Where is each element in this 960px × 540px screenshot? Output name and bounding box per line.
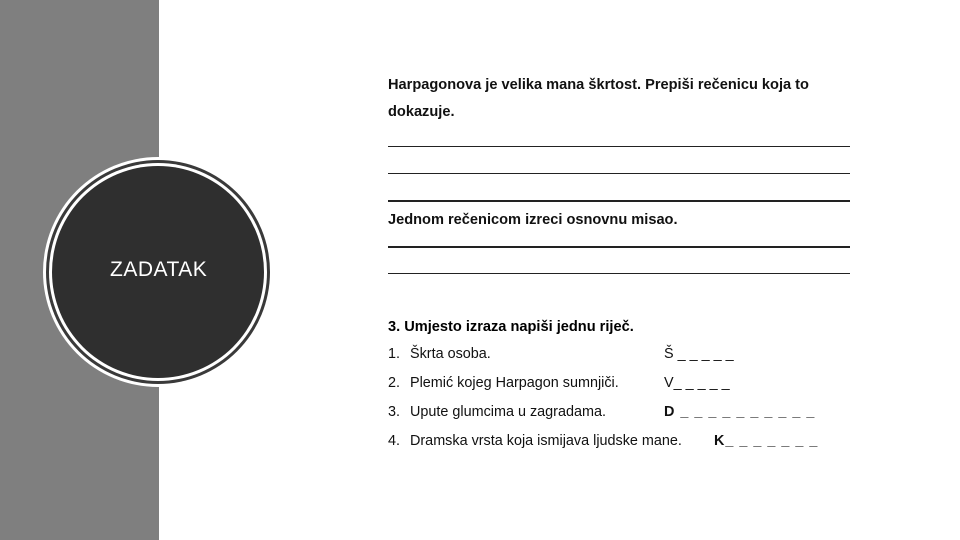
task-text: Škrta osoba. [410, 346, 491, 362]
task-answer-hint: K_ _ _ _ _ _ _ [714, 433, 819, 449]
task-list [388, 342, 828, 458]
task-answer-hint: Š _ _ _ _ _ [664, 346, 734, 362]
task-row [388, 400, 828, 429]
question-3-block [388, 314, 850, 341]
task-answer-hint: V_ _ _ _ _ [664, 375, 730, 391]
task-answer-hint: D _ _ _ _ _ _ _ _ _ _ [664, 404, 816, 420]
task-text: Dramska vrsta koja ismijava ljudske mane. [410, 433, 682, 449]
task-number: 4. [388, 433, 401, 449]
task-text: Upute glumcima u zagradama. [410, 404, 606, 420]
question-3: 3. Umjesto izraza napiši jednu riječ. [388, 319, 634, 335]
worksheet [388, 72, 850, 274]
task-text: Plemić kojeg Harpagon sumnjiči. [410, 375, 619, 391]
question-1-line-1: Harpagonova je velika mana škrtost. Prepiši rečenicu koja to [388, 77, 809, 93]
task-row [388, 371, 828, 400]
task-number: 3. [388, 404, 401, 420]
task-number: 1. [388, 346, 401, 362]
question-2: Jednom rečenicom izreci osnovnu misao. [388, 212, 678, 228]
task-number: 2. [388, 375, 401, 391]
task-row [388, 342, 828, 371]
task-row [388, 429, 828, 458]
question-1-line-2: dokazuje. [388, 104, 455, 120]
answer-line [388, 273, 850, 274]
slide-title: ZADATAK [110, 258, 208, 281]
